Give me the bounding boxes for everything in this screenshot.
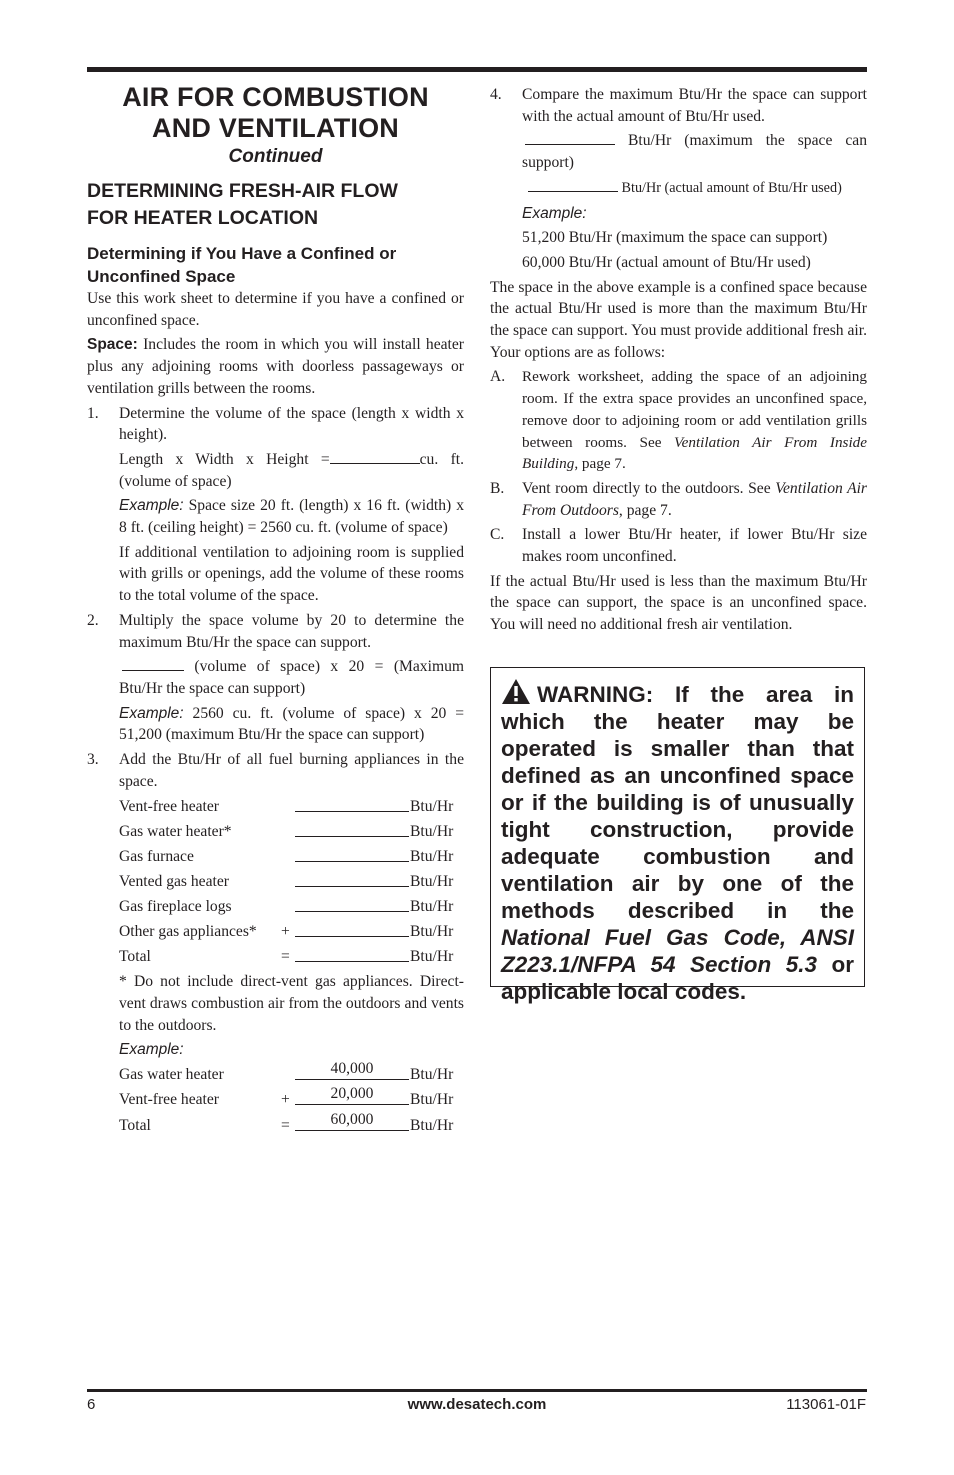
adjoining-note: If additional ventilation to adjoining room is supplied with grills or openings, add the volume of these rooms to the total volume of the space. <box>119 543 464 605</box>
option-c: C. Install a lower Btu/Hr heater, if lower Btu/Hr size makes room unconfined. <box>490 526 867 566</box>
max-btu-blank <box>525 130 615 145</box>
btu-formula: (volume of space) x 20 = (Maximum Btu/Hr the space can support) <box>119 658 464 697</box>
btu-value: 60,000 <box>295 1115 409 1131</box>
table-row: Vent-free heater Btu/Hr <box>119 797 454 815</box>
btu-blank <box>295 946 409 962</box>
step-3: 3. Add the Btu/Hr of all fuel burning appliances in the space. <box>87 751 464 790</box>
section-heading: DETERMINING FRESH-AIR FLOW FOR HEATER LOCATION <box>87 180 398 229</box>
warning-triangle-icon <box>501 678 531 705</box>
table-row: Vented gas heater Btu/Hr <box>119 873 454 891</box>
analysis-paragraph: The space in the above example is a confined space because the actual Btu/Hr used is more than the maximum Btu/Hr the space can support. You must provide additional fresh air. Your options are as follows: <box>490 278 867 361</box>
right-column <box>490 84 867 636</box>
table-row: Vent-free heater + 20,000 Btu/Hr <box>119 1085 454 1109</box>
table-row: Gas fireplace logs Btu/Hr <box>119 898 454 916</box>
warning-text: WARNING: If the area in which the heater may be operated is smaller than that defined as an unconfined space or if the building is of unusually tight construction, provide adequate combustion and ventilation air by one of the methods described in the <box>501 682 854 923</box>
warning-box: WARNING: If the area in which the heater may be operated is smaller than that defined as an unconfined space or if the building is of unusually tight construction, provide adequate combustion and ventilation air by one of the methods described in the National Fuel Gas Code, ANSI Z223.1/NFPA 54 Section 5.3 or applicable local codes. <box>490 667 865 987</box>
btu-blank <box>295 821 409 837</box>
volume-example: Example: Space size 20 ft. (length) x 16 ft. (width) x 8 ft. (ceiling height) = 2560 cu. ft. (volume of space) <box>119 497 464 537</box>
btu-blank <box>295 921 409 937</box>
actual-btu-line: Btu/Hr (actual amount of Btu/Hr used) <box>522 177 867 200</box>
left-column <box>87 72 464 1136</box>
document-code: 113061-01F <box>786 1396 866 1413</box>
appliance-table <box>119 796 464 1136</box>
cross-reference: Ventilation Air From Inside Building <box>522 433 867 473</box>
page-title: AIR FOR COMBUSTION AND VENTILATION <box>122 82 429 143</box>
table-row: Gas furnace Btu/Hr <box>119 848 454 866</box>
btu-blank <box>295 871 409 887</box>
actual-btu-blank <box>528 177 618 192</box>
volume-formula: Length x Width x Height = cu. ft. (volume of space) <box>119 450 464 490</box>
example-label: Example: <box>522 204 587 222</box>
website-url: www.desatech.com <box>407 1396 547 1413</box>
table-row: Total = Btu/Hr <box>119 948 454 966</box>
example-actual: 60,000 Btu/Hr (actual amount of Btu/Hr used) <box>522 253 811 271</box>
space-volume-blank <box>122 656 184 671</box>
table-row: Other gas appliances* + Btu/Hr <box>119 923 454 941</box>
conclusion-paragraph: If the actual Btu/Hr used is less than the maximum Btu/Hr the space can support, the space is an unconfined space. You will need no additional fresh air ventilation. <box>490 572 867 634</box>
page-number: 6 <box>87 1396 96 1413</box>
btu-blank <box>295 896 409 912</box>
max-btu-line: Btu/Hr (maximum the space can support) <box>522 132 867 172</box>
volume-blank <box>330 449 420 464</box>
btu-example: Example: 2560 cu. ft. (volume of space) x 20 = 51,200 (maximum Btu/Hr the space can support) <box>119 704 464 744</box>
code-reference: National Fuel Gas Code, ANSI Z223.1/NFPA 54 Section 5.3 <box>501 925 854 977</box>
option-b: B. Vent room directly to the outdoors. See Ventilation Air From Outdoors, page 7. <box>490 479 867 519</box>
step-1: 1. Determine the volume of the space (length x width x height). <box>87 404 464 444</box>
option-a: A. Rework worksheet, adding the space of an adjoining room. If the extra space provides an unconfined space, remove door to adjoining room or add ventilation grills between rooms. See Ventilation Air From Inside Building, page 7. <box>490 368 867 473</box>
subsection-heading: Determining if You Have a Confined or Unconfined Space <box>87 244 397 286</box>
table-row: Total = 60,000 Btu/Hr <box>119 1110 454 1134</box>
btu-blank <box>295 846 409 862</box>
step-2: 2. Multiply the space volume by 20 to determine the maximum Btu/Hr the space can support. <box>87 611 464 651</box>
cross-reference: Ventilation Air From Outdoors <box>522 479 867 519</box>
intro-paragraph: Use this work sheet to determine if you have a confined or unconfined space. <box>87 290 464 329</box>
example-max: 51,200 Btu/Hr (maximum the space can support) <box>522 229 828 247</box>
bottom-rule <box>87 1389 867 1392</box>
space-definition: Space: Includes the room in which you will install heater plus any adjoining rooms with doorless passageways or ventilation grills between the rooms. <box>87 336 464 397</box>
btu-value: 40,000 <box>295 1064 409 1080</box>
table-row: Gas water heater 40,000 Btu/Hr <box>119 1060 454 1084</box>
btu-value: 20,000 <box>295 1089 409 1105</box>
example-label: Example: <box>119 1041 184 1059</box>
step-4: 4. Compare the maximum Btu/Hr the space can support with the actual amount of Btu/Hr used. <box>490 86 867 125</box>
table-row: Gas water heater* Btu/Hr <box>119 822 454 840</box>
btu-blank <box>295 796 409 812</box>
footnote: * Do not include direct-vent gas appliances. Direct-vent draws combustion air from the outdoors and vents to the outdoors. <box>119 973 464 1034</box>
continued-label: Continued <box>228 146 323 167</box>
